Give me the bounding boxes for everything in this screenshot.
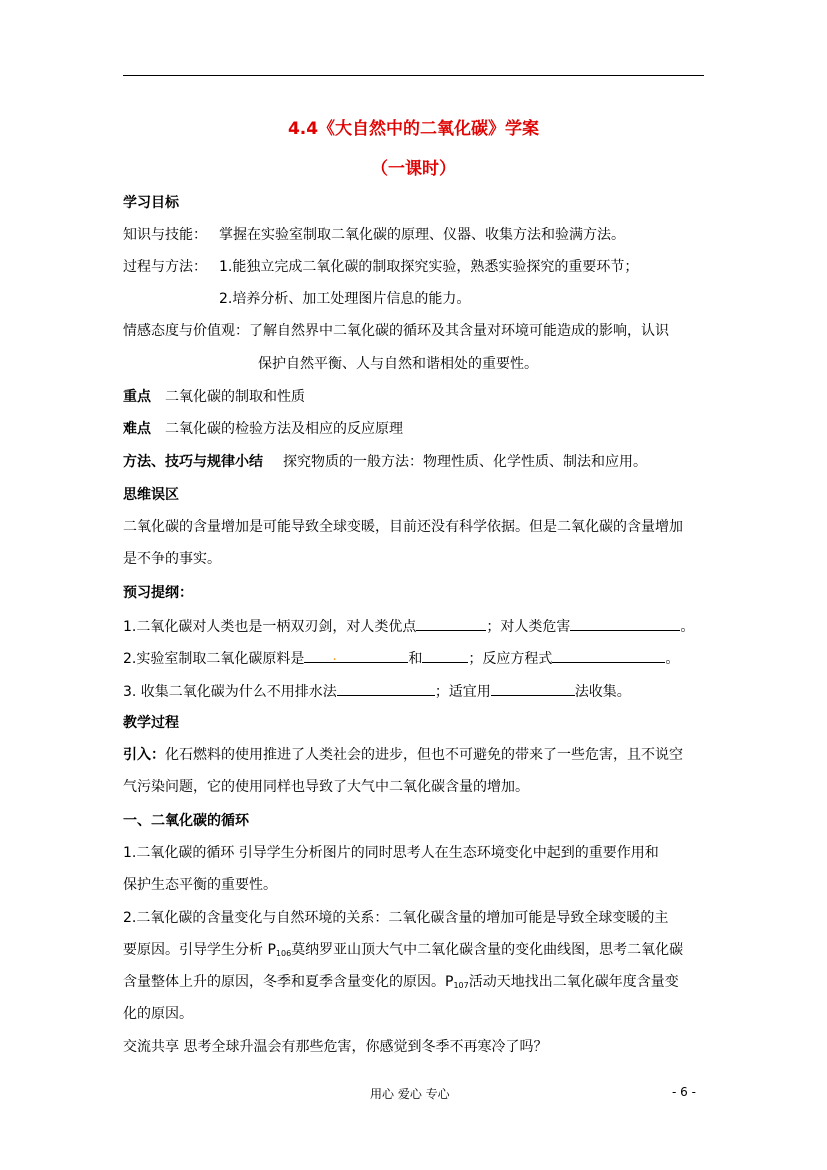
q3-text-c: 法收集。 — [574, 684, 631, 700]
difficulty-text: 二氧化碳的检验方法及相应的反应原理 — [165, 421, 403, 437]
preview-heading: 预习提纲： — [123, 585, 193, 601]
para-1-line-1: 1.二氧化碳的循环 引导学生分析图片的同时思考人在生态环境变化中起到的重要作用和 — [123, 845, 659, 861]
q2-text-c: ；反应方程式 — [468, 651, 553, 667]
q3-blank-2 — [491, 681, 575, 696]
p2-line3-b: 活动天地找出二氧化碳年度含量变 — [468, 974, 679, 990]
key-point-text: 二氧化碳的制取和性质 — [165, 389, 305, 405]
page-ref-107: 107 — [453, 981, 469, 990]
intro-label: 引入： — [123, 747, 165, 763]
document-subtitle: （一课时） — [371, 159, 456, 179]
intro-line-1 — [123, 745, 683, 765]
process-item-2: 2.培养分析、加工处理图片信息的能力。 — [219, 291, 471, 307]
emotion-text-1: 了解自然界中二氧化碳的循环及其含量对环境可能造成的影响，认识 — [249, 323, 669, 339]
key-point-label: 重点 — [123, 389, 151, 405]
objective-emotion — [123, 321, 669, 341]
objective-process — [123, 257, 638, 277]
misconception-heading: 思维误区 — [123, 487, 179, 503]
teaching-heading: 教学过程 — [123, 715, 179, 731]
q1-blank-2 — [570, 616, 680, 631]
q2-text-b: 和 — [408, 651, 423, 667]
para-1-line-2: 保护生态平衡的重要性。 — [123, 877, 277, 893]
document-title: 4.4《大自然中的二氧化碳》学案 — [287, 119, 540, 139]
emotion-label: 情感态度与价值观： — [123, 323, 249, 339]
section-1-heading: 一、二氧化碳的循环 — [123, 813, 249, 829]
q2-blank-1 — [304, 648, 408, 663]
q2-text-a: 2.实验室制取二氧化碳原料是 — [123, 651, 305, 667]
emotion-text-2: 保护自然平衡、人与自然和谐相处的重要性。 — [258, 356, 538, 372]
preview-question-1 — [123, 616, 694, 637]
objective-knowledge — [123, 225, 625, 245]
method-label: 方法、技巧与规律小结 — [123, 454, 263, 470]
process-item-1: 1.能独立完成二氧化碳的制取探究实验，熟悉实验探究的重要环节； — [219, 259, 639, 275]
p2-line3-a: 含量整体上升的原因，冬季和夏季含量变化的原因。P — [123, 974, 454, 990]
q2-blank-3 — [552, 648, 665, 663]
objectives-heading: 学习目标 — [123, 195, 179, 211]
key-point — [123, 387, 305, 407]
knowledge-text: 掌握在实验室制取二氧化碳的原理、仪器、收集方法和验满方法。 — [219, 227, 625, 243]
intro-text-1: 化石燃料的使用推进了人类社会的进步，但也不可避免的带来了一些危害，且不说空 — [165, 747, 683, 763]
misconception-line-1: 二氧化碳的含量增加是可能导致全球变暖，目前还没有科学依据。但是二氧化碳的含量增加 — [123, 519, 683, 535]
para-2-line-1: 2.二氧化碳的含量变化与自然环境的关系：二氧化碳含量的增加可能是导致全球变暖的主 — [123, 910, 669, 926]
intro-line-2: 气污染问题，它的使用同样也导致了大气中二氧化碳含量的增加。 — [123, 779, 529, 795]
q2-text-d: 。 — [665, 651, 680, 667]
preview-question-3 — [123, 681, 631, 702]
q1-text-c: 。 — [680, 619, 695, 635]
page-number: - 6 - — [672, 1085, 696, 1099]
para-2-line-4: 化的原因。 — [123, 1006, 193, 1022]
page-ref-106: 106 — [275, 949, 292, 958]
difficulty-label: 难点 — [123, 421, 151, 437]
method-summary — [123, 452, 647, 472]
knowledge-label: 知识与技能： — [123, 227, 207, 243]
misconception-line-2: 是不争的事实。 — [123, 551, 221, 567]
q3-blank-1 — [337, 681, 435, 696]
q1-text-a: 1.二氧化碳对人类也是一柄双刃剑，对人类优点 — [123, 619, 417, 635]
p2-line2-b: 莫纳罗亚山顶大气中二氧化碳含量的变化曲线图，思考二氧化碳 — [291, 942, 684, 958]
p2-line2-a: 要原因。引导学生分析 P — [123, 942, 276, 958]
q3-text-b: ；适宜用 — [434, 684, 491, 700]
q2-blank-2 — [422, 648, 468, 663]
share-line: 交流共享 思考全球升温会有那些危害，你感觉到冬季不再寒冷了吗？ — [123, 1039, 548, 1055]
q1-text-b: ；对人类危害 — [486, 619, 571, 635]
header-rule — [123, 75, 704, 76]
q2-mark: . — [332, 648, 337, 664]
difficulty — [123, 419, 403, 439]
footer-motto: 用心 爱心 专心 — [370, 1087, 450, 1101]
para-2-line-2 — [123, 940, 683, 964]
para-2-line-3 — [123, 972, 679, 996]
q1-blank-1 — [416, 616, 486, 631]
method-text: 探究物质的一般方法：物理性质、化学性质、制法和应用。 — [283, 454, 647, 470]
preview-question-2 — [123, 648, 679, 669]
q3-text-a: 3. 收集二氧化碳为什么不用排水法 — [123, 684, 337, 700]
process-label: 过程与方法： — [123, 259, 207, 275]
